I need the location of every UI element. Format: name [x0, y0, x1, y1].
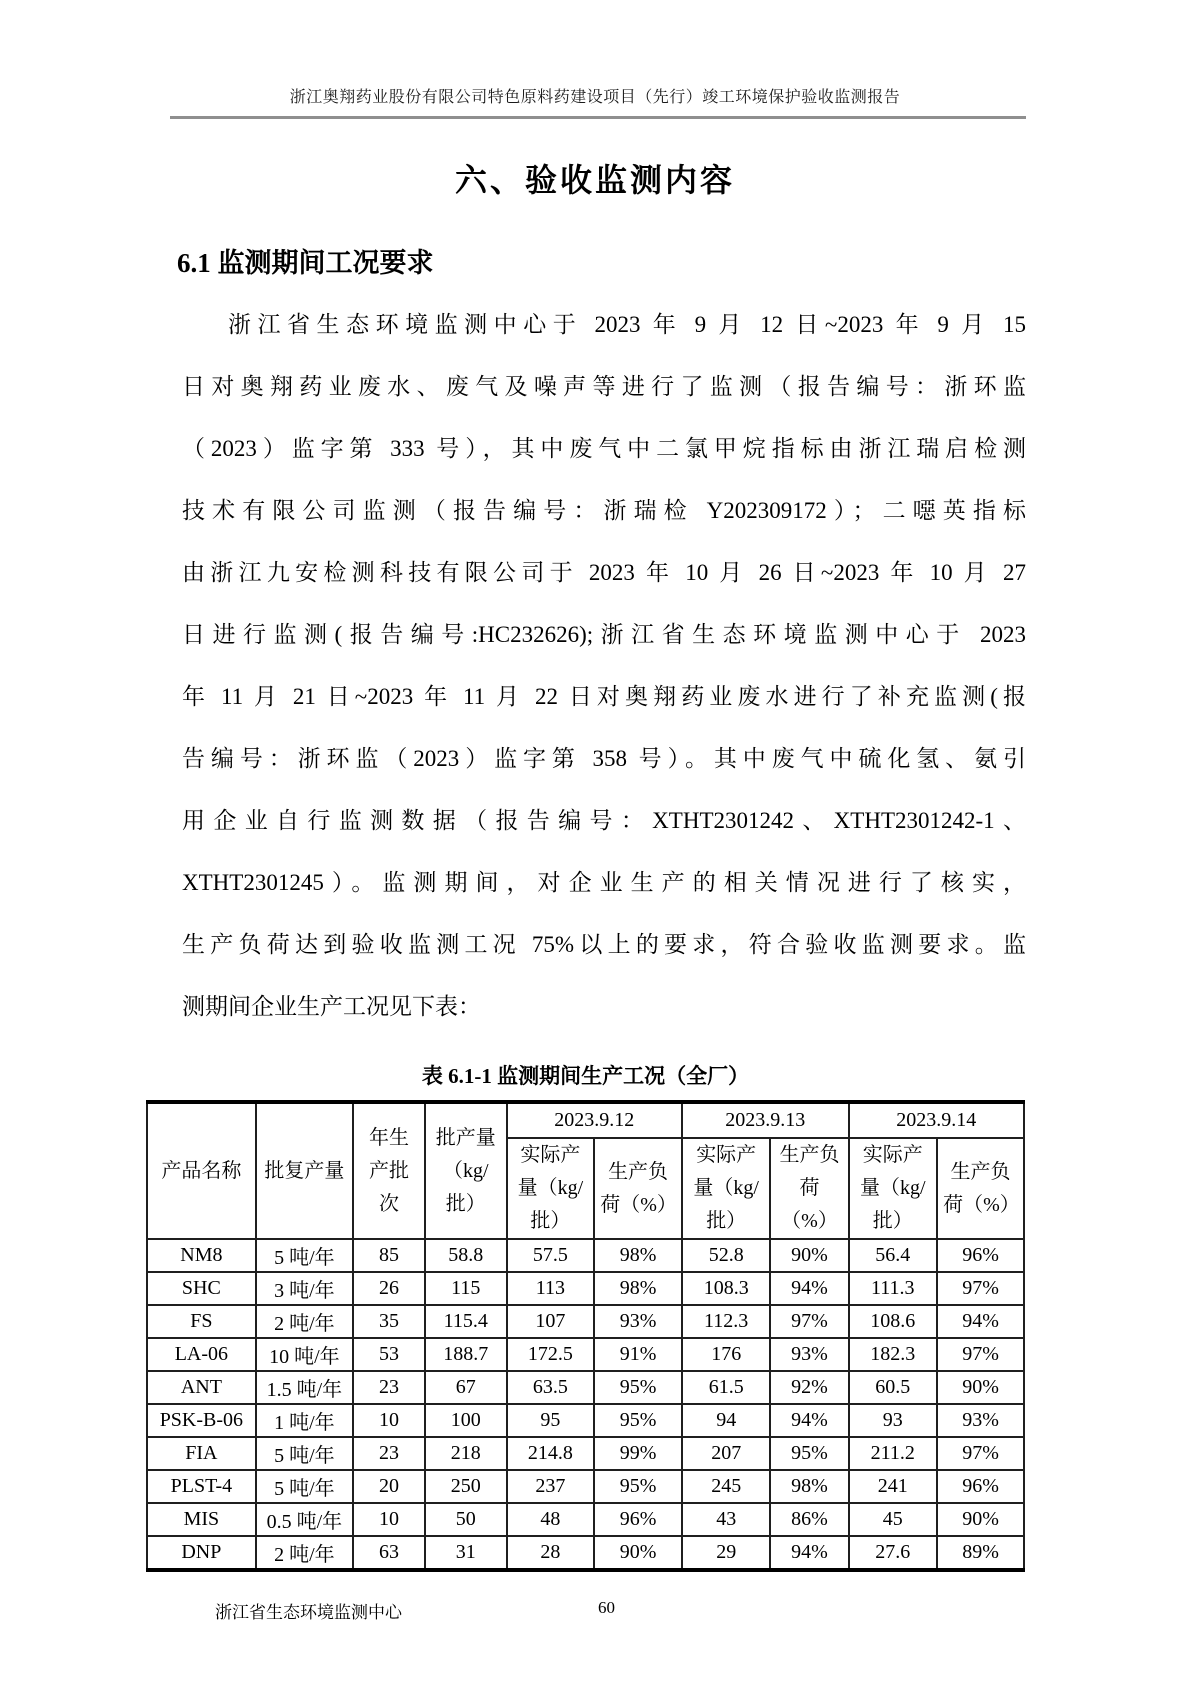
value-cell: 98%: [594, 1239, 682, 1272]
value-cell: 10 吨/年: [256, 1338, 353, 1371]
value-cell: 10: [353, 1503, 425, 1536]
product-name-cell: FIA: [147, 1437, 256, 1470]
value-cell: 1.5 吨/年: [256, 1371, 353, 1404]
value-cell: 97%: [937, 1272, 1024, 1305]
value-cell: 113: [507, 1272, 595, 1305]
value-cell: 31: [425, 1536, 507, 1570]
value-cell: 95: [507, 1404, 595, 1437]
value-cell: 85: [353, 1239, 425, 1272]
header-rule: [170, 116, 1026, 119]
value-cell: 89%: [937, 1536, 1024, 1570]
table-row: [147, 1404, 1024, 1437]
value-cell: 20: [353, 1470, 425, 1503]
value-cell: 250: [425, 1470, 507, 1503]
value-cell: 95%: [594, 1404, 682, 1437]
value-cell: 63: [353, 1536, 425, 1570]
value-cell: 61.5: [682, 1371, 771, 1404]
paragraph-line: 测期间企业生产工况见下表：: [182, 994, 481, 1019]
paragraph-line: （2023）监字第 333 号），其中废气中二氯甲烷指标由浙江瑞启检测: [182, 436, 1026, 461]
value-cell: 58.8: [425, 1239, 507, 1272]
paragraph-line: 由浙江九安检测科技有限公司于 2023 年 10 月 26 日~2023 年 10 月 27: [182, 560, 1026, 585]
value-cell: 237: [507, 1470, 595, 1503]
chapter-title: 六、验收监测内容: [454, 162, 735, 198]
value-cell: 28: [507, 1536, 595, 1570]
product-name-cell: PLST-4: [147, 1470, 256, 1503]
value-cell: 1 吨/年: [256, 1404, 353, 1437]
value-cell: 5 吨/年: [256, 1239, 353, 1272]
value-cell: 5 吨/年: [256, 1437, 353, 1470]
col-header-load-2: 生产负荷（%）: [770, 1138, 848, 1239]
col-header-load-1: 生产负荷（%）: [594, 1138, 682, 1239]
value-cell: 60.5: [849, 1371, 938, 1404]
value-cell: 29: [682, 1536, 771, 1570]
value-cell: 94: [682, 1404, 771, 1437]
col-header-approved: 批复产量: [256, 1102, 353, 1239]
value-cell: 0.5 吨/年: [256, 1503, 353, 1536]
value-cell: 92%: [770, 1371, 848, 1404]
value-cell: 97%: [770, 1305, 848, 1338]
value-cell: 176: [682, 1338, 771, 1371]
product-name-cell: DNP: [147, 1536, 256, 1570]
value-cell: 2 吨/年: [256, 1305, 353, 1338]
table-row: [147, 1536, 1024, 1570]
value-cell: 93%: [770, 1338, 848, 1371]
product-name-cell: SHC: [147, 1272, 256, 1305]
table-row: [147, 1470, 1024, 1503]
value-cell: 241: [849, 1470, 938, 1503]
paragraph-line: 技术有限公司监测（报告编号：浙瑞检 Y202309172）；二噁英指标: [182, 498, 1026, 523]
value-cell: 218: [425, 1437, 507, 1470]
value-cell: 23: [353, 1437, 425, 1470]
value-cell: 3 吨/年: [256, 1272, 353, 1305]
paragraph-line: 日对奥翔药业废水、废气及噪声等进行了监测（报告编号：浙环监: [182, 374, 1026, 399]
value-cell: 26: [353, 1272, 425, 1305]
value-cell: 57.5: [507, 1239, 595, 1272]
paragraph-line: 日进行监测(报告编号:HC232626);浙江省生态环境监测中心于 2023: [182, 622, 1026, 647]
value-cell: 98%: [594, 1272, 682, 1305]
col-header-annual-batches: 年生产批次: [353, 1102, 425, 1239]
table-row: [147, 1437, 1024, 1470]
value-cell: 53: [353, 1338, 425, 1371]
page-footer: [0, 1598, 1190, 1622]
paragraph-line: 浙江省生态环境监测中心于 2023 年 9 月 12 日~2023 年 9 月 15: [228, 312, 1026, 337]
value-cell: 100: [425, 1404, 507, 1437]
value-cell: 5 吨/年: [256, 1470, 353, 1503]
value-cell: 99%: [594, 1437, 682, 1470]
paragraph-line: 用企业自行监测数据（报告编号：XTHT2301242、XTHT2301242-1、: [182, 808, 1026, 833]
table-row: [147, 1239, 1024, 1272]
value-cell: 10: [353, 1404, 425, 1437]
value-cell: 172.5: [507, 1338, 595, 1371]
col-header-actual-1: 实际产量（kg/批）: [507, 1138, 595, 1239]
col-header-actual-3: 实际产量（kg/批）: [849, 1138, 938, 1239]
table-caption: 表 6.1-1 监测期间生产工况（全厂）: [421, 1064, 750, 1088]
value-cell: 94%: [770, 1536, 848, 1570]
paragraph-line: 生产负荷达到验收监测工况 75%以上的要求，符合验收监测要求。监: [182, 932, 1026, 957]
product-name-cell: LA-06: [147, 1338, 256, 1371]
value-cell: 207: [682, 1437, 771, 1470]
value-cell: 107: [507, 1305, 595, 1338]
paragraph-line: 年 11 月 21 日~2023 年 11 月 22 日对奥翔药业废水进行了补充监测(报: [182, 684, 1026, 709]
production-status-table: [146, 1100, 1025, 1572]
value-cell: 93%: [594, 1305, 682, 1338]
value-cell: 95%: [594, 1371, 682, 1404]
product-name-cell: ANT: [147, 1371, 256, 1404]
col-header-date-1: 2023.9.12: [507, 1102, 682, 1138]
body-paragraph: [182, 294, 1026, 1038]
value-cell: 188.7: [425, 1338, 507, 1371]
value-cell: 245: [682, 1470, 771, 1503]
value-cell: 115: [425, 1272, 507, 1305]
table-row: [147, 1305, 1024, 1338]
col-header-date-3: 2023.9.14: [849, 1102, 1024, 1138]
value-cell: 108.3: [682, 1272, 771, 1305]
product-name-cell: MIS: [147, 1503, 256, 1536]
value-cell: 94%: [770, 1404, 848, 1437]
value-cell: 43: [682, 1503, 771, 1536]
value-cell: 211.2: [849, 1437, 938, 1470]
col-header-actual-2: 实际产量（kg/批）: [682, 1138, 771, 1239]
value-cell: 112.3: [682, 1305, 771, 1338]
value-cell: 93%: [937, 1404, 1024, 1437]
value-cell: 108.6: [849, 1305, 938, 1338]
paragraph-line: 告编号：浙环监（2023）监字第 358 号）。其中废气中硫化氢、氨引: [182, 746, 1026, 771]
product-name-cell: PSK-B-06: [147, 1404, 256, 1437]
value-cell: 27.6: [849, 1536, 938, 1570]
value-cell: 90%: [937, 1503, 1024, 1536]
value-cell: 63.5: [507, 1371, 595, 1404]
value-cell: 96%: [937, 1470, 1024, 1503]
value-cell: 45: [849, 1503, 938, 1536]
value-cell: 94%: [770, 1272, 848, 1305]
value-cell: 23: [353, 1371, 425, 1404]
paragraph-line: XTHT2301245）。监测期间，对企业生产的相关情况进行了核实，: [182, 870, 1026, 895]
table-row: [147, 1371, 1024, 1404]
value-cell: 111.3: [849, 1272, 938, 1305]
value-cell: 95%: [594, 1470, 682, 1503]
product-name-cell: FS: [147, 1305, 256, 1338]
value-cell: 48: [507, 1503, 595, 1536]
value-cell: 115.4: [425, 1305, 507, 1338]
value-cell: 2 吨/年: [256, 1536, 353, 1570]
table-row: [147, 1272, 1024, 1305]
value-cell: 52.8: [682, 1239, 771, 1272]
table-row: [147, 1503, 1024, 1536]
value-cell: 90%: [937, 1371, 1024, 1404]
col-header-load-3: 生产负荷（%）: [937, 1138, 1024, 1239]
value-cell: 96%: [937, 1239, 1024, 1272]
value-cell: 91%: [594, 1338, 682, 1371]
value-cell: 50: [425, 1503, 507, 1536]
value-cell: 214.8: [507, 1437, 595, 1470]
col-header-batch-output: 批产量（kg/批）: [425, 1102, 507, 1239]
value-cell: 98%: [770, 1470, 848, 1503]
col-header-product: 产品名称: [147, 1102, 256, 1239]
page-number: 60: [598, 1598, 615, 1617]
value-cell: 35: [353, 1305, 425, 1338]
value-cell: 182.3: [849, 1338, 938, 1371]
running-header: 浙江奥翔药业股份有限公司特色原料药建设项目（先行）竣工环境保护验收监测报告: [289, 89, 901, 106]
value-cell: 97%: [937, 1437, 1024, 1470]
value-cell: 96%: [594, 1503, 682, 1536]
value-cell: 97%: [937, 1338, 1024, 1371]
value-cell: 93: [849, 1404, 938, 1437]
product-name-cell: NM8: [147, 1239, 256, 1272]
col-header-date-2: 2023.9.13: [682, 1102, 849, 1138]
value-cell: 56.4: [849, 1239, 938, 1272]
footer-organization: 浙江省生态环境监测中心: [215, 1603, 402, 1622]
value-cell: 90%: [594, 1536, 682, 1570]
value-cell: 95%: [770, 1437, 848, 1470]
table-body: [147, 1239, 1024, 1570]
value-cell: 86%: [770, 1503, 848, 1536]
table-row: [147, 1338, 1024, 1371]
value-cell: 94%: [937, 1305, 1024, 1338]
section-heading: 6.1 监测期间工况要求: [177, 248, 434, 278]
value-cell: 67: [425, 1371, 507, 1404]
value-cell: 90%: [770, 1239, 848, 1272]
